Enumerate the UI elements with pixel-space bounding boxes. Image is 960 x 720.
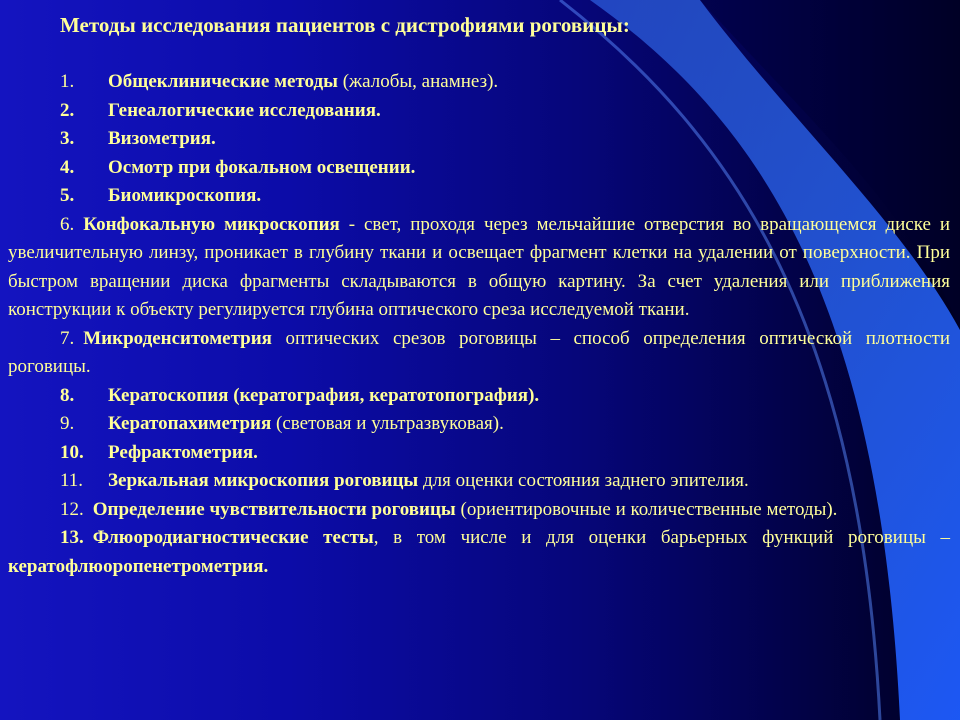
item-description: для оценки состояния заднего эпителия. (418, 470, 749, 491)
item-method-name: Генеалогические исследования. (108, 99, 381, 121)
item-description: - свет, проходя через мельчайшие отверстия во вращающемся диске и увеличительную линзу, проникает в глубину ткани и освещает фрагмент клетки на удалении от поверхности. При быстром вращении диска фрагменты складываются в общую картину. За счет удаления или приближения конструкции к объекту регулируется глубина оптического среза исследуемой ткани. (8, 213, 950, 320)
list-item (8, 154, 950, 183)
item-method-name: Общеклинические методы (108, 71, 338, 92)
item-number: 6. (60, 213, 75, 235)
item-description: , в том числе и для оценки барьерных функций роговицы – (373, 527, 950, 548)
list-item (8, 97, 950, 126)
item-description: (световая и ультразвуковая). (271, 413, 504, 434)
item-method-name: Определение чувствительности роговицы (92, 498, 456, 520)
item-number: 13. (60, 527, 84, 548)
item-number: 12. (60, 498, 84, 520)
list-item (8, 467, 950, 496)
list-item (8, 410, 950, 439)
item-method-name: Кератоскопия (кератография, кератотопография). (108, 384, 540, 406)
list-item (8, 382, 950, 411)
slide-content (8, 12, 950, 581)
list-item (8, 125, 950, 154)
list-item (8, 524, 950, 581)
item-description: оптических срезов роговицы – способ определения оптической плотности роговицы. (8, 327, 950, 377)
item-method-name: Визометрия. (108, 128, 216, 149)
slide-title: Методы исследования пациентов с дистрофиями роговицы: (60, 13, 630, 37)
item-method-name: Рефрактометрия. (108, 441, 258, 463)
item-number: 10. (60, 441, 84, 463)
item-method-name: Зеркальная микроскопия роговицы (108, 470, 419, 491)
item-method-name: Осмотр при фокальном освещении. (108, 156, 416, 178)
item-number: 11. (60, 470, 84, 491)
item-method-name-secondary: кератофлюоропенетрометрия. (8, 555, 269, 577)
item-method-name: Биомикроскопия. (108, 185, 262, 206)
item-method-name: Конфокальную микроскопия (83, 213, 340, 235)
item-number: 7. (60, 327, 75, 349)
item-number: 3. (60, 128, 75, 149)
list-item (8, 496, 950, 525)
item-method-name: Флюородиагностические тесты (92, 527, 374, 548)
item-number: 9. (60, 413, 75, 434)
item-method-name: Микроденситометрия (83, 327, 272, 349)
list-item (8, 182, 950, 211)
item-description: (ориентировочные и количественные методы). (455, 498, 838, 520)
methods-list (8, 68, 950, 581)
item-number: 5. (60, 185, 75, 206)
list-item (8, 325, 950, 382)
list-item (8, 68, 950, 97)
item-number: 1. (60, 71, 75, 92)
item-number: 2. (60, 99, 75, 121)
item-description: (жалобы, анамнез). (337, 71, 499, 92)
item-method-name: Кератопахиметрия (108, 413, 272, 434)
item-number: 4. (60, 156, 75, 178)
item-number: 8. (60, 384, 75, 406)
list-item (8, 439, 950, 468)
list-item (8, 211, 950, 325)
